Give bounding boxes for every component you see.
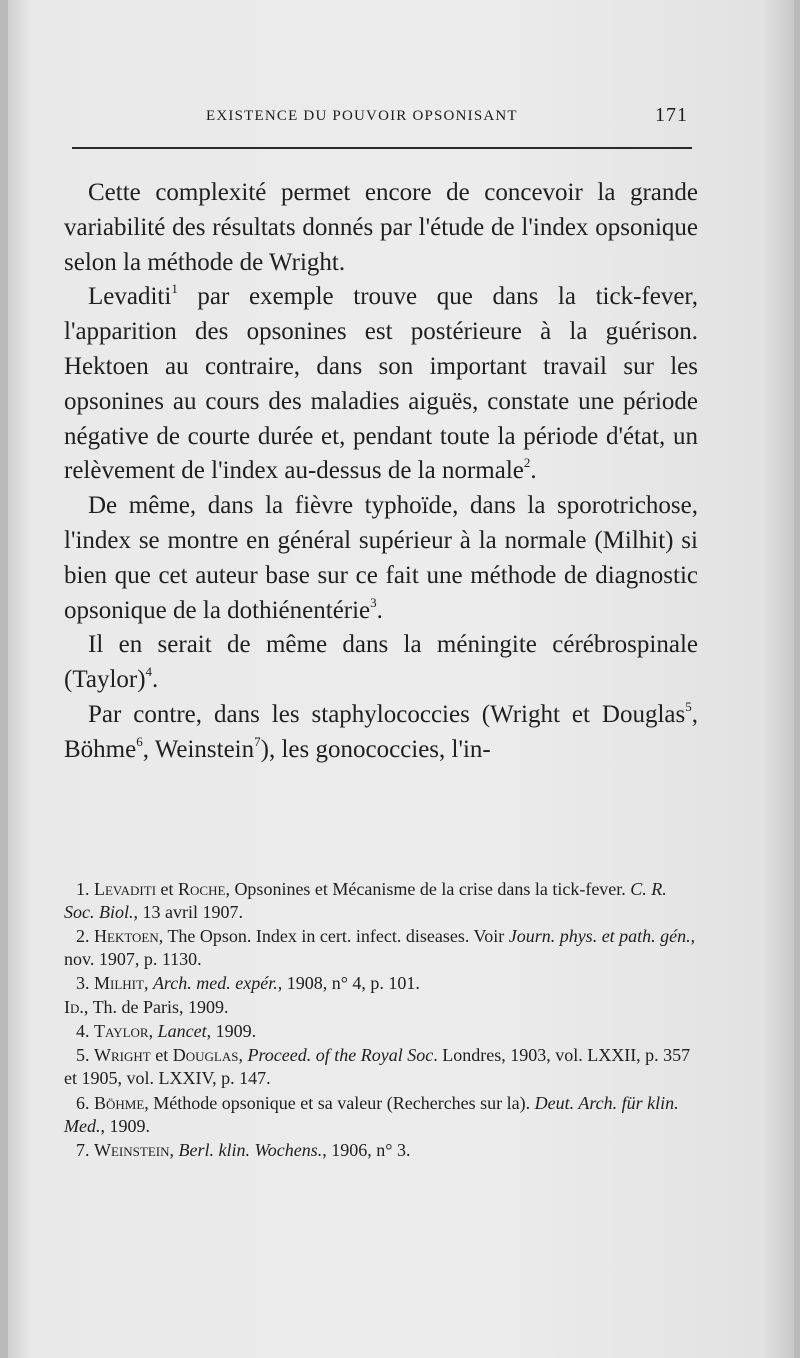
paragraph-2: Levaditi$^1$ par exemple trouve que dans la tick-fever, l'apparition des opsonines est postérieure à la guérison. Hektoen au contraire, dans son important travail sur les opsonines au cours des maladies aiguës, constate une période négative de courte durée et, pendant toute la période d'état, un relèvement de l'index au-dessus de la normale$^2$. (64, 281, 698, 485)
footnote-7: 7. Weinstein, Berl. klin. Wochens., 1906, n° 3. (76, 1139, 411, 1160)
paragraph-1: Cette complexité permet encore de concevoir la grande variabilité des résultats donnés par l'étude de l'index opsonique selon la méthode de Wright. (64, 179, 698, 276)
paragraph-3: De même, dans la fièvre typhoïde, dans la sporotrichose, l'index se montre en général supérieur à la normale (Milhit) si bien que cet auteur base sur ce fait une méthode de diagnostic opsonique de la dothiénentérie$^3$. (64, 492, 698, 624)
footnote-ref-7: 7 (254, 733, 261, 749)
footnote-2: 2. Hektoen, The Opson. Index in cert. infect. diseases. Voir Journ. phys. et path. gén., nov. 1907, p. 1130. (64, 926, 696, 970)
footnote-6: 6. Böhme, Méthode opsonique et sa valeur (Recherches sur la). Deut. Arch. für klin. Med., 1909. (64, 1092, 679, 1136)
page-number: 171 (655, 104, 688, 126)
footnote-ref-4: 4 (145, 664, 153, 680)
paragraph-4: Il en serait de même dans la méningite cérébrospinale (Taylor)$^4$. (64, 631, 698, 694)
running-head (0, 104, 800, 132)
footnote-ref-1: 1 (171, 281, 178, 297)
header-rule (72, 147, 692, 149)
footnote-ref-5: 5 (685, 698, 692, 714)
running-title: EXISTENCE DU POUVOIR OPSONISANT (206, 108, 518, 124)
footnote-ref-6: 6 (136, 733, 143, 749)
footnotes (64, 878, 698, 1163)
footnote-5: 5. Wright et Douglas, Proceed. of the Royal Soc. Londres, 1903, vol. LXXII, p. 357 et 1905, vol. LXXIV, p. 147. (64, 1045, 691, 1089)
paragraph-5: Par contre, dans les staphylococcies (Wright et Douglas$^5$, Böhme$^6$, Weinstein$^7$), les gonococcies, l'in- (64, 698, 698, 763)
footnote-3-continued: Id., Th. de Paris, 1909. (64, 997, 229, 1018)
footnote-3: 3. Milhit, Arch. med. expér., 1908, n° 4, p. 101. (76, 973, 420, 994)
footnote-1: 1. Levaditi et Roche, Opsonines et Mécanisme de la crise dans la tick-fever. C. R. Soc. Biol., 13 avril 1907. (64, 879, 667, 922)
footnote-4: 4. Taylor, Lancet, 1909. (76, 1021, 257, 1042)
footnote-ref-2: 2 (523, 455, 531, 471)
footnote-ref-3: 3 (370, 594, 377, 610)
body-text (64, 176, 698, 768)
